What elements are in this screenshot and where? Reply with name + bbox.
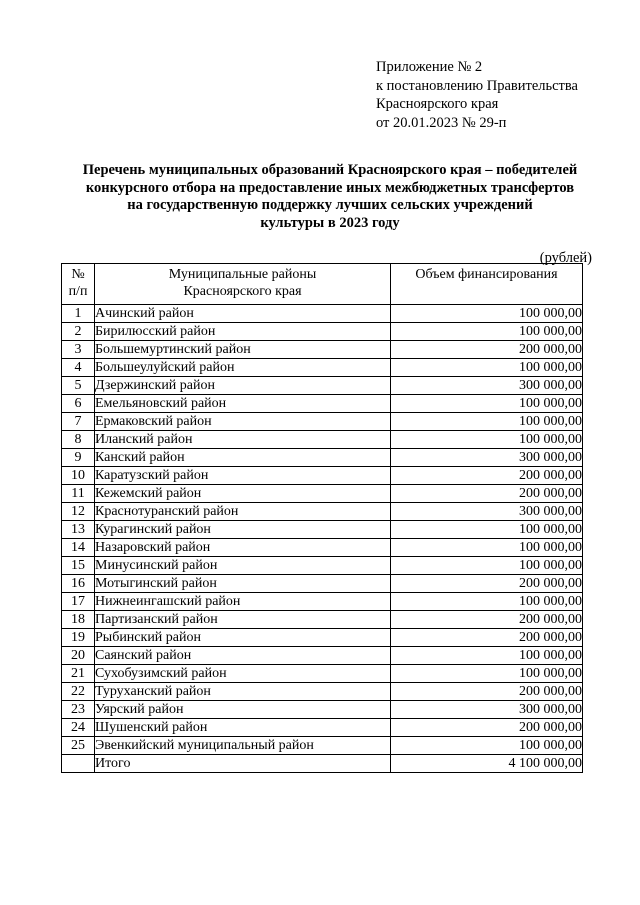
funding-amount: 200 000,00 xyxy=(391,485,583,503)
district-name: Нижнеингашский район xyxy=(95,593,391,611)
row-number: 17 xyxy=(62,593,95,611)
district-name: Шушенский район xyxy=(95,719,391,737)
table-row xyxy=(62,719,583,737)
row-number: 2 xyxy=(62,323,95,341)
district-name: Большеулуйский район xyxy=(95,359,391,377)
district-name: Емельяновский район xyxy=(95,395,391,413)
document-title xyxy=(40,162,620,232)
funding-amount: 100 000,00 xyxy=(391,413,583,431)
funding-amount: 100 000,00 xyxy=(391,305,583,323)
table-row xyxy=(62,575,583,593)
header-district-line2: Красноярского края xyxy=(183,284,302,299)
district-name: Сухобузимский район xyxy=(95,665,391,683)
currency-unit: (рублей) xyxy=(539,250,592,266)
header-amount: Объем финансирования xyxy=(391,264,583,305)
total-label: Итого xyxy=(95,755,391,773)
funding-amount: 100 000,00 xyxy=(391,737,583,755)
row-number: 10 xyxy=(62,467,95,485)
district-name: Большемуртинский район xyxy=(95,341,391,359)
row-number: 15 xyxy=(62,557,95,575)
row-number: 12 xyxy=(62,503,95,521)
district-name: Саянский район xyxy=(95,647,391,665)
district-name: Краснотуранский район xyxy=(95,503,391,521)
district-name: Канский район xyxy=(95,449,391,467)
funding-amount: 100 000,00 xyxy=(391,521,583,539)
district-name: Иланский район xyxy=(95,431,391,449)
district-name: Рыбинский район xyxy=(95,629,391,647)
table-body xyxy=(62,305,583,773)
row-number: 9 xyxy=(62,449,95,467)
funding-amount: 100 000,00 xyxy=(391,665,583,683)
table-row xyxy=(62,611,583,629)
table-row xyxy=(62,647,583,665)
row-number: 23 xyxy=(62,701,95,719)
row-number: 3 xyxy=(62,341,95,359)
row-number: 20 xyxy=(62,647,95,665)
district-name: Ачинский район xyxy=(95,305,391,323)
table-row xyxy=(62,521,583,539)
funding-amount: 100 000,00 xyxy=(391,323,583,341)
total-empty-cell xyxy=(62,755,95,773)
funding-amount: 200 000,00 xyxy=(391,683,583,701)
row-number: 24 xyxy=(62,719,95,737)
appendix-region: Красноярского края xyxy=(376,96,499,112)
district-name: Ермаковский район xyxy=(95,413,391,431)
funding-amount: 100 000,00 xyxy=(391,647,583,665)
district-name: Назаровский район xyxy=(95,539,391,557)
district-name: Мотыгинский район xyxy=(95,575,391,593)
district-name: Уярский район xyxy=(95,701,391,719)
funding-amount: 100 000,00 xyxy=(391,539,583,557)
title-line: Перечень муниципальных образований Красноярского края – победителей xyxy=(82,162,578,178)
row-number: 16 xyxy=(62,575,95,593)
district-name: Дзержинский район xyxy=(95,377,391,395)
table-row xyxy=(62,737,583,755)
row-number: 14 xyxy=(62,539,95,557)
district-name: Кежемский район xyxy=(95,485,391,503)
appendix-block xyxy=(376,58,578,132)
funding-amount: 200 000,00 xyxy=(391,719,583,737)
row-number: 5 xyxy=(62,377,95,395)
row-number: 21 xyxy=(62,665,95,683)
row-number: 19 xyxy=(62,629,95,647)
title-line: культуры в 2023 году xyxy=(260,214,400,231)
table-row xyxy=(62,683,583,701)
district-name: Туруханский район xyxy=(95,683,391,701)
funding-amount: 100 000,00 xyxy=(391,593,583,611)
funding-amount: 200 000,00 xyxy=(391,629,583,647)
table-row xyxy=(62,377,583,395)
funding-amount: 300 000,00 xyxy=(391,449,583,467)
table-row xyxy=(62,629,583,647)
appendix-number: Приложение № 2 xyxy=(376,59,483,75)
row-number: 18 xyxy=(62,611,95,629)
row-number: 4 xyxy=(62,359,95,377)
funding-amount: 300 000,00 xyxy=(391,503,583,521)
funding-table xyxy=(61,263,583,773)
funding-amount: 200 000,00 xyxy=(391,611,583,629)
total-row xyxy=(62,755,583,773)
total-amount: 4 100 000,00 xyxy=(391,755,583,773)
funding-amount: 300 000,00 xyxy=(391,377,583,395)
district-name: Эвенкийский муниципальный район xyxy=(95,737,391,755)
header-district-line1: Муниципальные районы xyxy=(168,267,317,282)
table-row xyxy=(62,539,583,557)
row-number: 25 xyxy=(62,737,95,755)
table-row xyxy=(62,503,583,521)
funding-amount: 100 000,00 xyxy=(391,431,583,449)
title-line: конкурсного отбора на предоставление иных межбюджетных трансфертов xyxy=(85,179,575,196)
table-row xyxy=(62,323,583,341)
row-number: 1 xyxy=(62,305,95,323)
row-number: 11 xyxy=(62,485,95,503)
funding-amount: 200 000,00 xyxy=(391,341,583,359)
district-name: Бирилюсский район xyxy=(95,323,391,341)
row-number: 7 xyxy=(62,413,95,431)
header-number-abbr: п/п xyxy=(68,284,88,299)
district-name: Каратузский район xyxy=(95,467,391,485)
row-number: 6 xyxy=(62,395,95,413)
funding-amount: 100 000,00 xyxy=(391,359,583,377)
table-row xyxy=(62,557,583,575)
table-row xyxy=(62,467,583,485)
funding-amount: 100 000,00 xyxy=(391,395,583,413)
row-number: 13 xyxy=(62,521,95,539)
row-number: 8 xyxy=(62,431,95,449)
district-name: Минусинский район xyxy=(95,557,391,575)
table-row xyxy=(62,665,583,683)
table-row xyxy=(62,305,583,323)
header-number-symbol: № xyxy=(71,267,85,282)
district-name: Курагинский район xyxy=(95,521,391,539)
table-header-row xyxy=(62,264,583,305)
header-district xyxy=(95,264,391,305)
table-row xyxy=(62,431,583,449)
table-row xyxy=(62,701,583,719)
header-number xyxy=(62,264,95,305)
funding-amount: 200 000,00 xyxy=(391,467,583,485)
table-row xyxy=(62,395,583,413)
district-name: Партизанский район xyxy=(95,611,391,629)
appendix-date: от 20.01.2023 № 29-п xyxy=(376,114,507,131)
appendix-reference: к постановлению Правительства xyxy=(376,77,578,94)
table-row xyxy=(62,449,583,467)
table-row xyxy=(62,413,583,431)
funding-amount: 300 000,00 xyxy=(391,701,583,719)
funding-amount: 200 000,00 xyxy=(391,575,583,593)
table-row xyxy=(62,341,583,359)
table-row xyxy=(62,359,583,377)
funding-amount: 100 000,00 xyxy=(391,557,583,575)
table-row xyxy=(62,485,583,503)
table-row xyxy=(62,593,583,611)
title-line: на государственную поддержку лучших сельских учреждений xyxy=(127,197,533,213)
row-number: 22 xyxy=(62,683,95,701)
